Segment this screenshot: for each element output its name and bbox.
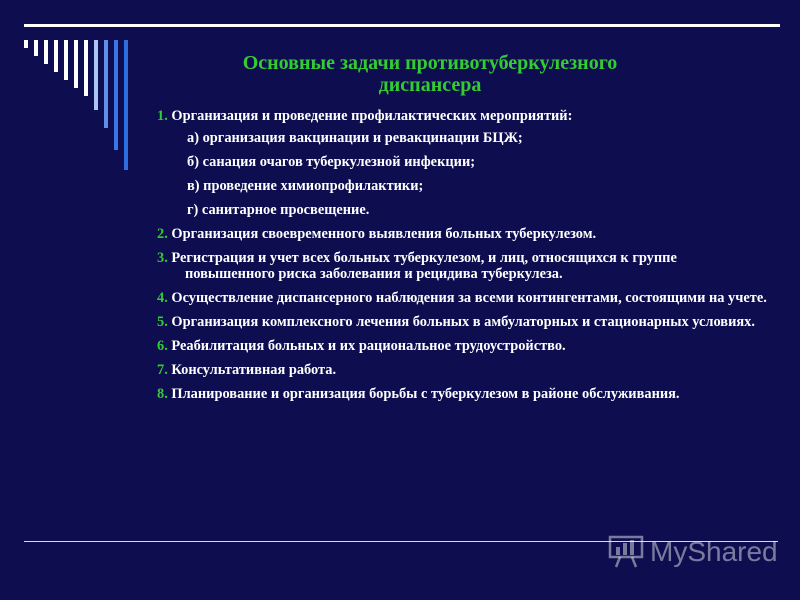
item-text: Реабилитация больных и их рациональное трудоустройство. [171,338,566,354]
item-number: 3. [157,250,168,266]
item-text: Регистрация и учет всех больных туберкулезом, и лиц, относящихся к группе повышенного риска заболевания и рецидива туберкулеза. [171,250,677,282]
decor-bar [44,40,48,64]
list-item [157,386,767,402]
item-text: Консультативная работа. [171,362,337,378]
slide-title-line1: Основные задачи противотуберкулезного [242,52,618,74]
decor-bar [24,40,28,48]
list-item [157,338,767,354]
slide-title [150,52,710,96]
item-number: 8. [157,386,168,402]
presentation-board-icon [608,535,644,569]
list-subitem: в) проведение химиопрофилактики; [187,178,424,194]
list-item [157,250,767,282]
decor-bar [124,40,128,170]
item-number: 7. [157,362,168,378]
item-number: 2. [157,226,168,242]
decor-bar [94,40,98,110]
item-number: 6. [157,338,168,354]
top-decoration-line [24,24,780,27]
watermark [608,535,778,569]
decor-bar [84,40,88,96]
decor-bar [54,40,58,72]
decor-bar [104,40,108,128]
list-subitem: б) санация очагов туберкулезной инфекции; [187,154,476,170]
item-text: Организация своевременного выявления больных туберкулезом. [171,226,597,242]
item-text: Планирование и организация борьбы с туберкулезом в районе обслуживания. [171,386,680,402]
list-item [157,226,767,242]
decor-bar [114,40,118,150]
decor-bar [64,40,68,80]
list-subitem: г) санитарное просвещение. [187,202,370,218]
list-item [157,108,767,124]
item-number: 4. [157,290,168,306]
item-text: Осуществление диспансерного наблюдения за всеми контингентами, состоящими на учете. [171,290,767,306]
decor-bar [74,40,78,88]
item-number: 1. [157,108,168,124]
list-item [157,290,767,306]
item-number: 5. [157,314,168,330]
item-text: Организация и проведение профилактических мероприятий: [171,108,573,124]
task-list [157,108,767,402]
slide-title-line2: диспансера [378,74,482,96]
watermark-text: MyShared [650,536,778,567]
list-subitem: а) организация вакцинации и ревакцинации БЦЖ; [187,130,523,146]
list-item [157,314,767,330]
decor-bar [34,40,38,56]
item-text: Организация комплексного лечения больных в амбулаторных и стационарных условиях. [171,314,755,330]
list-item [157,362,767,378]
